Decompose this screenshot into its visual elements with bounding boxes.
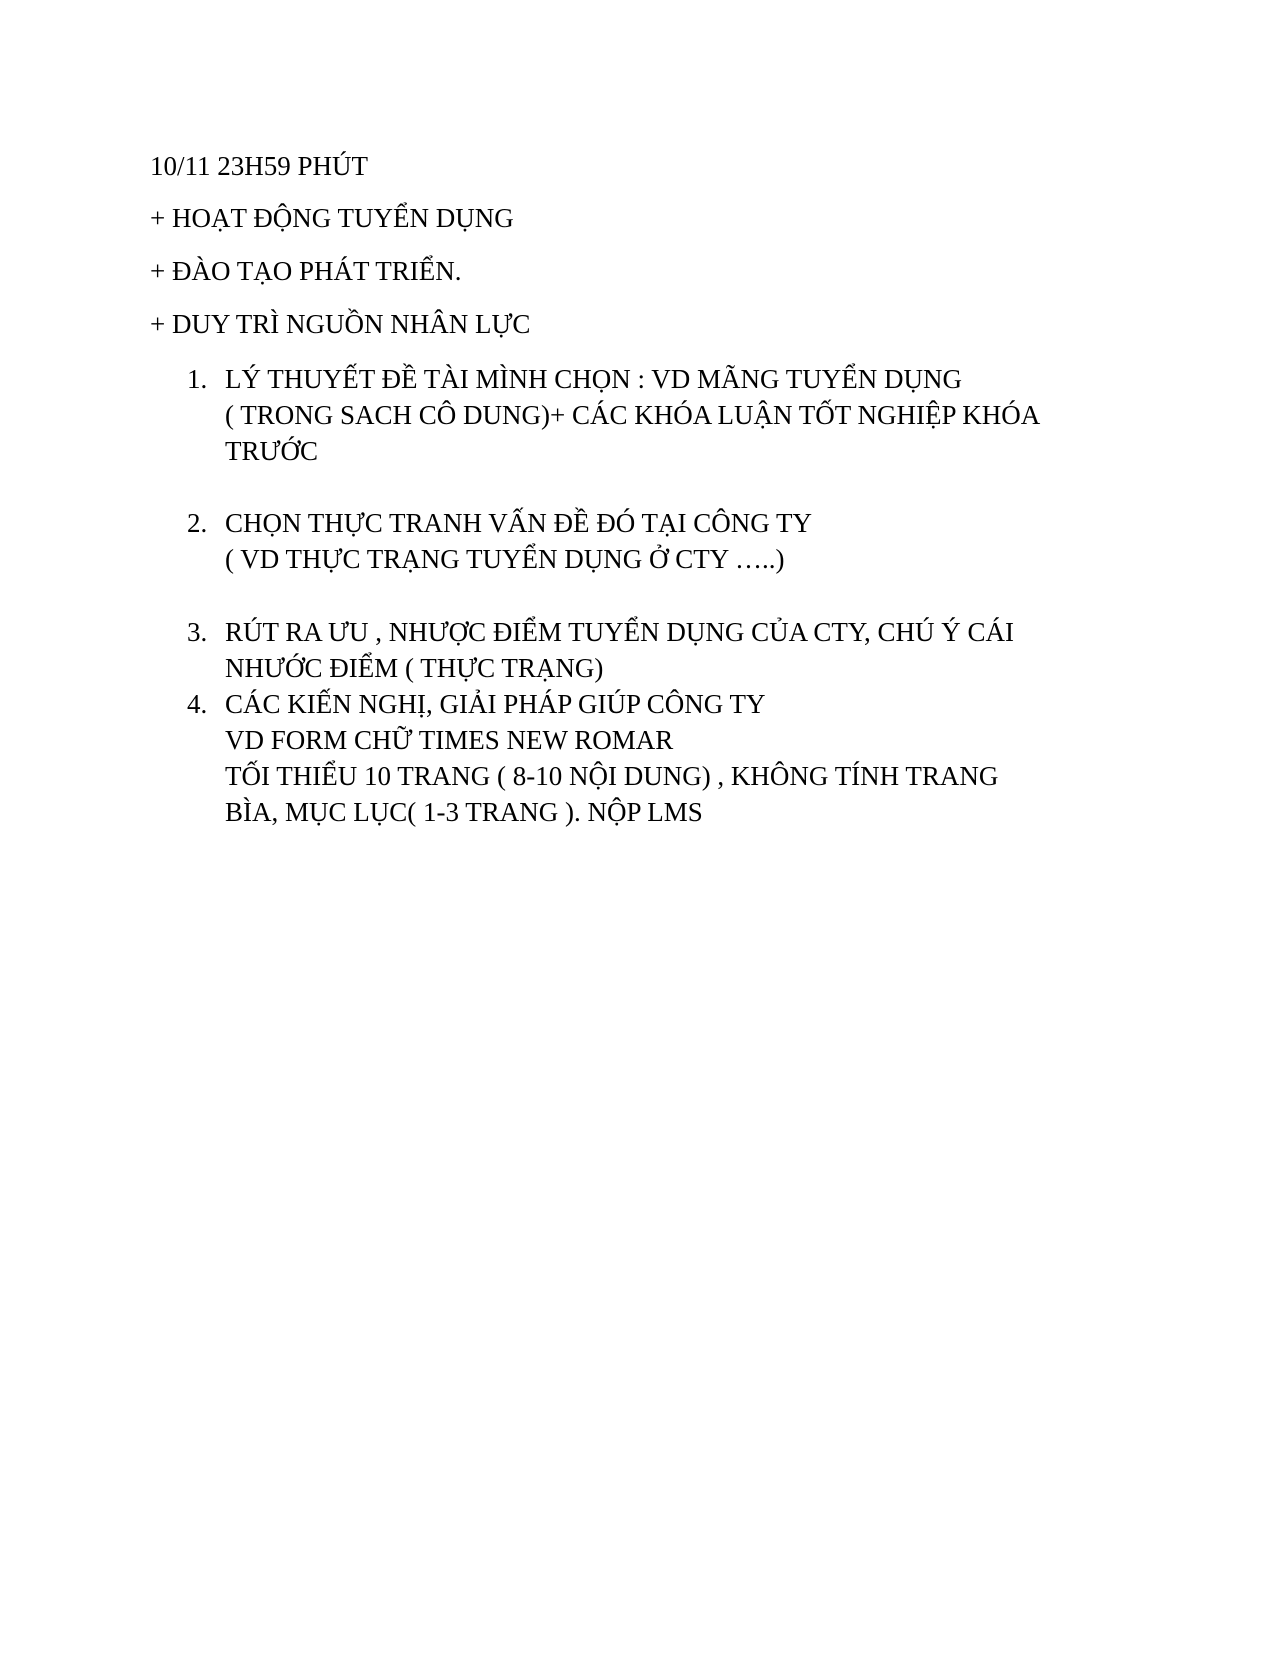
list-item-line: ( TRONG SACH CÔ DUNG)+ CÁC KHÓA LUẬN TỐT NGHIỆP KHÓA bbox=[225, 400, 1041, 430]
deadline-line: 10/11 23H59 PHÚT bbox=[150, 151, 369, 181]
list-number: 2. bbox=[187, 508, 208, 538]
topic-line-recruitment: + HOẠT ĐỘNG TUYỂN DỤNG bbox=[150, 203, 514, 233]
list-item-text bbox=[225, 505, 1125, 577]
list-item-line: CHỌN THỰC TRANH VẤN ĐỀ ĐÓ TẠI CÔNG TY bbox=[225, 508, 812, 538]
list-item-line: LÝ THUYẾT ĐỀ TÀI MÌNH CHỌN : VD MÃNG TUYỂN DỤNG bbox=[225, 364, 962, 394]
list-number: 3. bbox=[187, 617, 208, 647]
list-item-line: RÚT RA ƯU , NHƯỢC ĐIỂM TUYỂN DỤNG CỦA CTY, CHÚ Ý CÁI bbox=[225, 617, 1014, 647]
list-item-line: CÁC KIẾN NGHỊ, GIẢI PHÁP GIÚP CÔNG TY bbox=[225, 689, 766, 719]
topic-line-training: + ĐÀO TẠO PHÁT TRIỂN. bbox=[150, 256, 462, 286]
list-item-line: VD FORM CHỮ TIMES NEW ROMAR bbox=[225, 725, 674, 755]
list-number: 1. bbox=[187, 364, 208, 394]
list-item-line: NHƯỚC ĐIỂM ( THỰC TRẠNG) bbox=[225, 653, 604, 683]
list-item-text bbox=[225, 686, 1125, 830]
list-item-line: TỐI THIỂU 10 TRANG ( 8-10 NỘI DUNG) , KHÔNG TÍNH TRANG bbox=[225, 761, 999, 791]
list-item-line: TRƯỚC bbox=[225, 436, 318, 466]
topic-line-retention: + DUY TRÌ NGUỒN NHÂN LỰC bbox=[150, 309, 531, 339]
list-item-line: BÌA, MỤC LỤC( 1-3 TRANG ). NỘP LMS bbox=[225, 797, 703, 827]
list-item-line: ( VD THỰC TRẠNG TUYỂN DỤNG Ở CTY …..) bbox=[225, 544, 785, 574]
list-item-text bbox=[225, 614, 1125, 686]
list-item-text bbox=[225, 361, 1125, 469]
list-number: 4. bbox=[187, 689, 208, 719]
